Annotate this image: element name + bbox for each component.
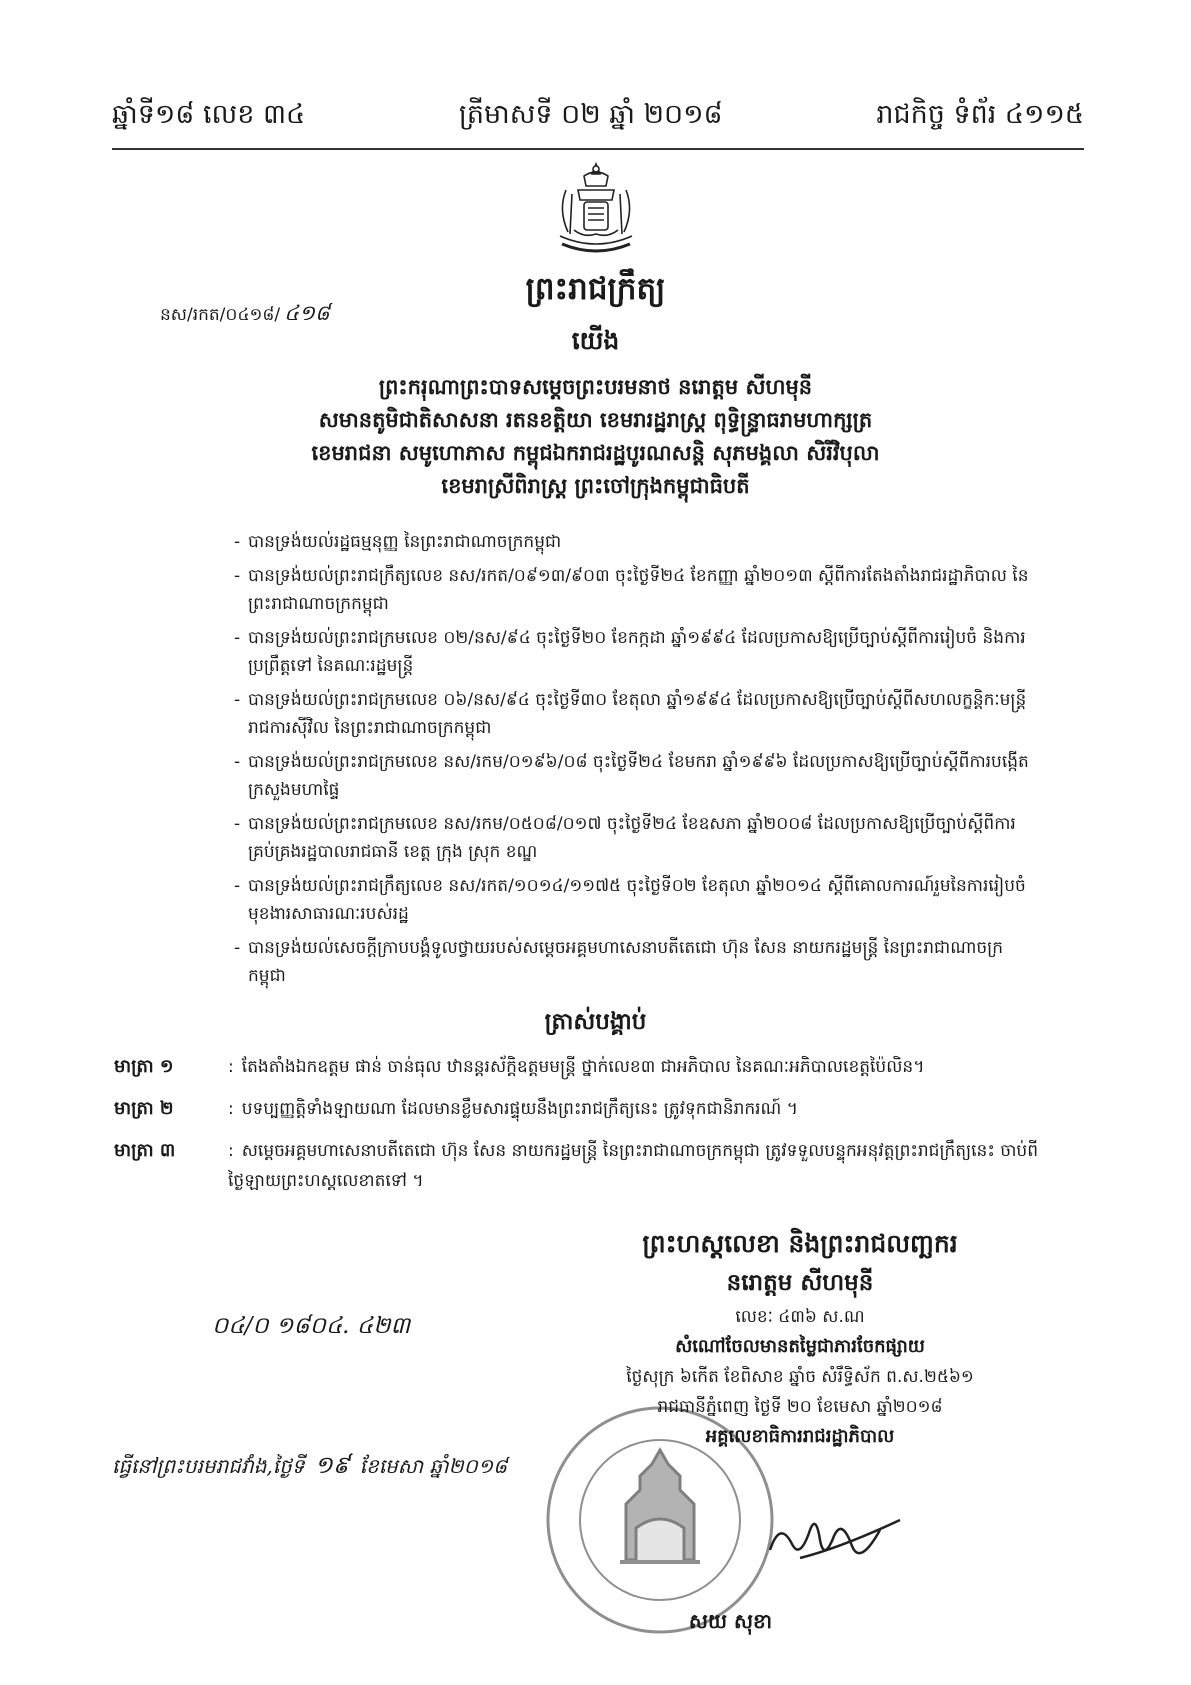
citation-item: - បានទ្រង់យល់ព្រះរាជក្រឹត្យលេខ នស/រកត/១០១៤/១១៧៥ ចុះថ្ងៃទី០២ ខែតុលា ឆ្នាំ២០១៤ ស្តីពីគោលការណ៍រួមនៃការរៀបចំមុខងារសាធារណៈរបស់រដ្ឋ [234,872,1034,928]
certified-copy-note: សំណៅចែលមានតម្លៃជាភារចែកផ្សាយ [675,1336,925,1357]
gazette-page-label: រាជកិច្ច ទំព័រ ៤១១៥ [876,98,1084,130]
article-1: មាត្រា ១ : តែងតាំងឯកឧត្តម ផាន់ ចាន់ធុល ឋានន្តរស័ក្តិឧត្តមមន្ត្រី ថ្នាក់លេខ៣ ជាអភិបាល នៃគណៈអភិបាលខេត្តប៉ៃលិន។ [114,1052,1044,1082]
king-title-line: ខេមរាស្រីពិរាស្ត្រ ព្រះចៅក្រុងកម្ពុជាធិបតី [441,473,750,498]
decrees-heading: ត្រាស់បង្គាប់ [544,1008,647,1035]
article-label: មាត្រា ២ [114,1098,174,1119]
citation-item: - បានទ្រង់យល់រដ្ឋធម្មនុញ្ញ នៃព្រះរាជាណាចក្រកម្ពុជា [234,528,1034,556]
year-issue-label: ឆ្នាំទី១៨ លេខ ៣៤ [112,98,306,130]
signature-block [540,1224,1060,1452]
quarter-date-label: ត្រីមាសទី ០២ ឆ្នាំ ២០១៨ [458,98,723,130]
issued-day: ១៩ [314,1451,350,1479]
king-title-line: សមានតូមិជាតិសាសនា រតនខត្តិយា ខេមរារដ្ឋរាស្ត្រ ពុទ្ធិន្ទ្រាធរាមហាក្សត្រ [318,407,873,432]
issued-place-date [112,1450,507,1485]
secretary-name: សយ សុខា [688,1609,773,1633]
article-text: បទប្បញ្ញត្តិទាំងឡាយណា ដែលមានខ្លឹមសារផ្ទុយនឹងព្រះរាជក្រឹត្យនេះ ត្រូវទុកជានិរាករណ៍ ។ [241,1099,798,1119]
handwritten-signature-icon [760,1500,920,1580]
reference-number-handwritten: ៤១៨ [284,301,330,325]
citation-item: - បានទ្រង់យល់ព្រះរាជក្រមលេខ នស/រកម/០៥០៨/០១៧ ចុះថ្ងៃទី២៤ ខែឧសភា ឆ្នាំ២០០៨ ដែលប្រកាសឱ្យប្រើច្បាប់ស្តីពីការគ្រប់គ្រងរដ្ឋបាលរាជធានី ខេត្ត ក្រុង ស្រុក ខណ្ឌ [234,810,1034,866]
article-text: សម្តេចអគ្គមហាសេនាបតីតេជោ ហ៊ុន សែន នាយករដ្ឋមន្ត្រី នៃព្រះរាជាណាចក្រកម្ពុជា ត្រូវទទួលបន្ទុកអនុវត្តព្រះរាជក្រឹត្យនេះ ចាប់ពីថ្ងៃឡាយព្រះហស្តលេខាតទៅ ។ [228,1141,1038,1191]
decree-title: ព្រះរាជក្រឹត្យ [525,271,666,307]
royal-signature-title: ព្រះហស្តលេខា និងព្រះរាជលញ្ឆករ [642,1229,958,1258]
king-title-line: ខេមរាជនា សមូហោភាស កម្ពុជឯករាជរដ្ឋបូរណសន្តិ សុភមង្គលា សិរីវិបុលា [311,440,880,465]
handwritten-registry-date: ០៤/០ ១៨០៤. ៤២៣ [212,1313,411,1339]
we-heading: យើង [571,326,620,355]
article-label: មាត្រា ១ [114,1056,174,1077]
lunar-date: ថ្ងៃសុក្រ ៦កើត ខែពិសាខ ឆ្នាំច សំរឹទ្ធិស័ក ព.ស.២៥៦១ [626,1367,974,1387]
article-2: មាត្រា ២ : បទប្បញ្ញត្តិទាំងឡាយណា ដែលមានខ្លឹមសារផ្ទុយនឹងព្រះរាជក្រឹត្យនេះ ត្រូវទុកជានិរាករណ៍ ។ [114,1094,1044,1124]
royal-number: លេខៈ ៤៣៦ ស.ណ [735,1307,865,1327]
citation-item: - បានទ្រង់យល់ព្រះរាជក្រមលេខ ០២/នស/៩៤ ចុះថ្ងៃទី២០ ខែកក្កដា ឆ្នាំ១៩៩៤ ដែលប្រកាសឱ្យប្រើច្បាប់ស្តីពីការរៀបចំ និងការប្រព្រឹត្តទៅ នៃគណៈរដ្ឋមន្ត្រី [234,624,1034,680]
citation-item: - បានទ្រង់យល់សេចក្តីក្រាបបង្គំទូលថ្វាយរបស់សម្តេចអគ្គមហាសេនាបតីតេជោ ហ៊ុន សែន នាយករដ្ឋមន្ត្រី នៃព្រះរាជាណាចក្រកម្ពុជា [234,934,1034,990]
issued-suffix: ខែមេសា ឆ្នាំ២០១៨ [359,1454,508,1478]
articles-block [114,1052,1044,1208]
citation-item: - បានទ្រង់យល់ព្រះរាជក្រមលេខ ០៦/នស/៩៤ ចុះថ្ងៃទី៣០ ខែតុលា ឆ្នាំ១៩៩៤ ដែលប្រកាសឱ្យប្រើច្បាប់ស្តីពីសហលក្ខន្តិកៈមន្ត្រីរាជការស៊ីវិល នៃព្រះរាជាណាចក្រកម្ពុជា [234,686,1034,742]
header-divider [112,148,1084,150]
gazette-header [112,92,1084,142]
issued-prefix: ធ្វើនៅព្រះបរមរាជវាំង,ថ្ងៃទី [112,1454,305,1478]
king-title-block [150,370,1041,502]
citation-item: - បានទ្រង់យល់ព្រះរាជក្រឹត្យលេខ នស/រកត/០៩១៣/៩០៣ ចុះថ្ងៃទី២៤ ខែកញ្ញា ឆ្នាំ២០១៣ ស្តីពីការតែងតាំងរាជរដ្ឋាភិបាល នៃព្រះរាជាណាចក្រកម្ពុជា [234,562,1034,618]
city-date: រាជធានីភ្នំពេញ ថ្ងៃទី ២០ ខែមេសា ឆ្នាំ២០១៨ [657,1397,943,1417]
king-name: នរោត្តម សីហមុនី [726,1269,874,1296]
article-text: តែងតាំងឯកឧត្តម ផាន់ ចាន់ធុល ឋានន្តរស័ក្តិឧត្តមមន្ត្រី ថ្នាក់លេខ៣ ជាអភិបាល នៃគណៈអភិបាលខេត្តប៉ៃលិន។ [241,1057,925,1077]
citations-list [234,528,1034,996]
citation-item: - បានទ្រង់យល់ព្រះរាជក្រមលេខ នស/រកម/០១៩៦/០៨ ចុះថ្ងៃទី២៤ ខែមករា ឆ្នាំ១៩៩៦ ដែលប្រកាសឱ្យប្រើច្បាប់ស្តីពីការបង្កើតក្រសួងមហាផ្ទៃ [234,748,1034,804]
king-title-line: ព្រះករុណាព្រះបាទសម្តេចព្រះបរមនាថ នរោត្តម សីហមុនី [378,374,813,399]
secretary-title: អគ្គលេខាធិការរាជរដ្ឋាភិបាល [705,1426,895,1447]
article-3: មាត្រា ៣ : សម្តេចអគ្គមហាសេនាបតីតេជោ ហ៊ុន សែន នាយករដ្ឋមន្ត្រី នៃព្រះរាជាណាចក្រកម្ពុជា ត្រូវទទួលបន្ទុកអនុវត្តព្រះរាជក្រឹត្យនេះ ចាប់ពីថ្ងៃឡាយព្រះហស្តលេខាតទៅ ។ [114,1136,1044,1196]
royal-emblem-icon [548,160,644,262]
reference-number-printed: នស/រកត/០៤១៨/ [160,305,281,325]
article-label: មាត្រា ៣ [114,1140,176,1161]
